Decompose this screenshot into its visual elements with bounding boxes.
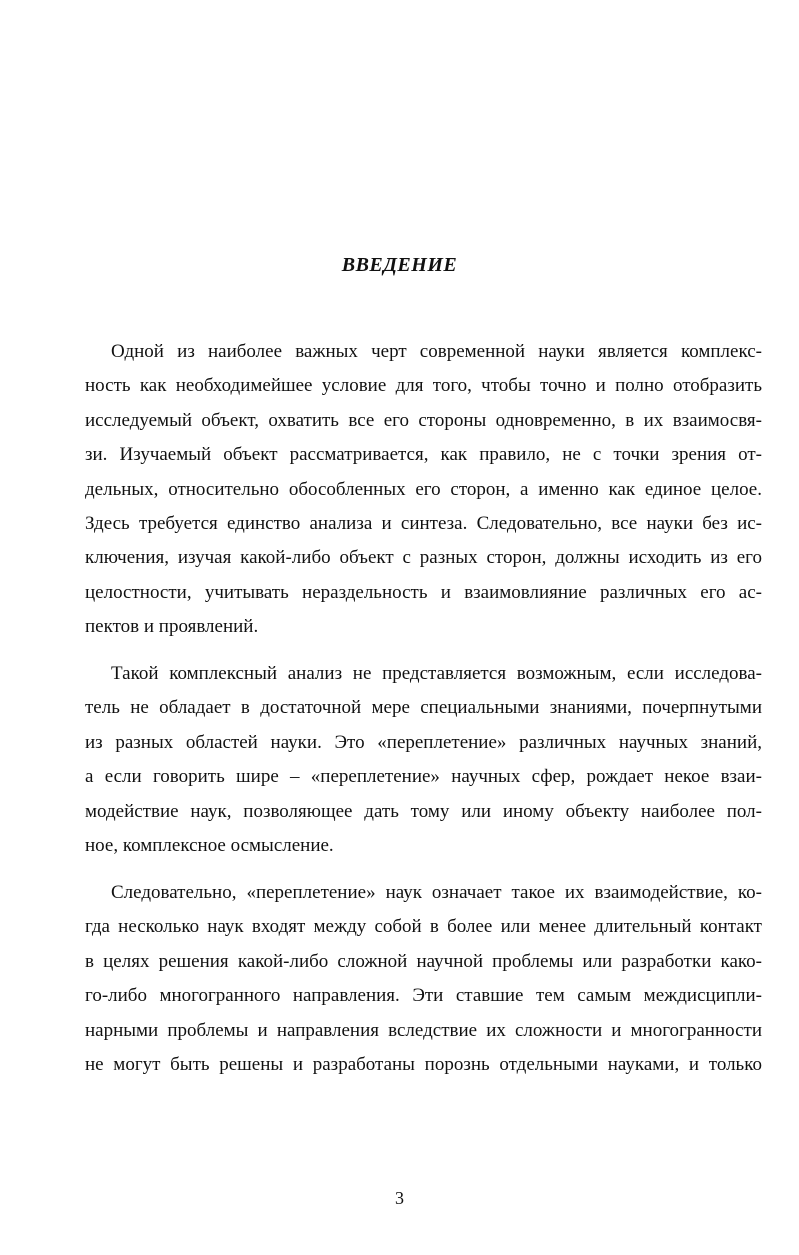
text-line: Здесь требуется единство анализа и синтеза. Следовательно, все науки без ис-	[85, 512, 762, 534]
text-line: нарными проблемы и направления вследствие их сложности и многогранности	[85, 1019, 762, 1041]
text-line: дельных, относительно обособленных его сторон, а именно как единое целое.	[85, 478, 762, 500]
text-line: ное, комплексное осмысление.	[85, 834, 334, 856]
text-line: го-либо многогранного направления. Эти ставшие тем самым междисципли-	[85, 985, 762, 1007]
text-line: зи. Изучаемый объект рассматривается, как правило, не с точки зрения от-	[85, 444, 762, 466]
text-line: ность как необходимейшее условие для того, чтобы точно и полно отобразить	[85, 375, 762, 397]
page-heading: ВВЕДЕНИЕ	[341, 254, 458, 276]
text-line: пектов и проявлений.	[85, 616, 259, 638]
paragraph-1	[85, 335, 762, 645]
text-line: Такой комплексный анализ не представляется возможным, если исследова-	[111, 663, 762, 684]
text-line: ключения, изучая какой-либо объект с разных сторон, должны исходить из его	[85, 547, 762, 569]
text-line: тель не обладает в достаточной мере специальными знаниями, почерпнутыми	[85, 697, 762, 719]
text-line: Одной из наиболее важных черт современной науки является комплекс-	[111, 341, 762, 362]
text-line: Следовательно, «переплетение» наук означает такое их взаимодействие, ко-	[111, 882, 762, 903]
text-line: исследуемый объект, охватить все его стороны одновременно, в их взаимосвя-	[85, 409, 762, 431]
text-line: в целях решения какой-либо сложной научной проблемы или разработки како-	[85, 950, 762, 972]
text-line: модействие наук, позволяющее дать тому или иному объекту наиболее пол-	[85, 800, 762, 822]
text-line: целостности, учитывать нераздельность и взаимовлияние различных его ас-	[85, 581, 762, 603]
paragraph-3	[85, 876, 762, 1082]
text-line: не могут быть решены и разработаны порознь отдельными науками, и только	[85, 1053, 762, 1075]
text-line: гда несколько наук входят между собой в более или менее длительный контакт	[85, 916, 762, 938]
text-line: а если говорить шире – «переплетение» научных сфер, рождает некое взаи-	[85, 766, 762, 788]
text-line: из разных областей науки. Это «переплетение» различных научных знаний,	[85, 731, 762, 753]
page-number: 3	[395, 1188, 404, 1208]
paragraph-2	[85, 657, 762, 863]
